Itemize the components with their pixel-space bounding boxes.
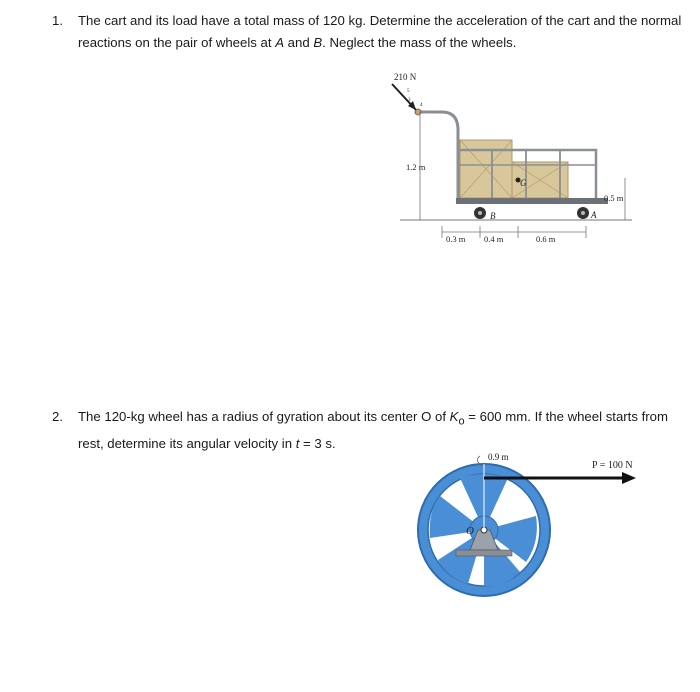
problem-1 [52, 10, 682, 54]
problem-1-number: 1. [52, 13, 63, 28]
right-height-label: 0.5 m [604, 193, 624, 203]
force-p-label: P = 100 N [592, 460, 633, 471]
wheel-a-label: A [591, 210, 597, 220]
slope-hyp: 5 [407, 89, 410, 94]
k-symbol: K [449, 409, 459, 424]
force-label: 210 N [394, 72, 417, 82]
support-base [456, 550, 512, 556]
dim-label-1: 0.3 m [446, 234, 466, 244]
wheel-b-label: B [490, 211, 496, 221]
slope-rise: 4 [420, 103, 423, 108]
problem-2 [52, 406, 682, 455]
center-label: G [520, 178, 527, 188]
wheel-center-label: O [466, 525, 474, 537]
slope-run: 3 [408, 98, 411, 103]
dim-label-3: 0.6 m [536, 234, 556, 244]
problem-2-text: The 120-kg wheel has a radius of gyration about its center O of $K_o = 600$ mm. If the wheel starts from rest, determine its angular velocity in t = 3 s. [78, 409, 668, 451]
problem-1-text: The cart and its load have a total mass of 120 kg. Determine the acceleration of the cart and the normal reactions on the pair of wheels at A and B. Neglect the mass of the wheels. [78, 13, 682, 50]
t-symbol: t [295, 435, 300, 451]
radius-label: 0.9 m [488, 452, 509, 462]
k-subscript: o [458, 415, 465, 428]
cart-deck [456, 198, 608, 204]
wheel-figure [408, 452, 668, 612]
point-b-label: B [313, 35, 323, 50]
problem-2-number: 2. [52, 409, 63, 424]
force-p-arrowhead [622, 472, 636, 484]
dim-label-2: 0.4 m [484, 234, 504, 244]
point-a-label: A [275, 35, 284, 50]
cart-handle [418, 112, 458, 202]
cart-figure [380, 68, 640, 258]
height-label: 1.2 m [406, 162, 426, 172]
